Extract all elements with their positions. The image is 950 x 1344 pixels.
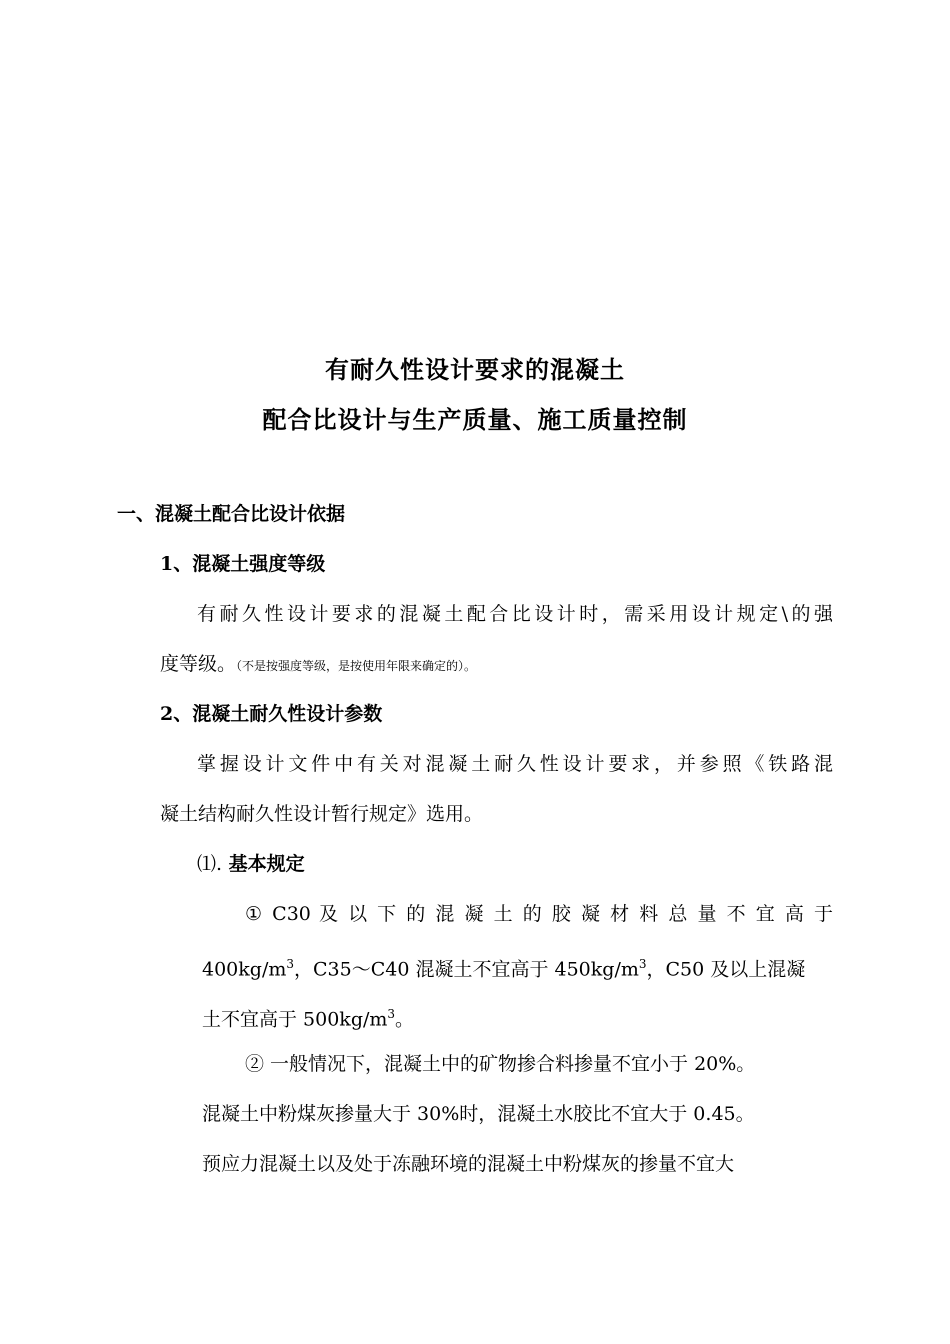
- point-1-line-3-b: 。: [395, 1008, 415, 1031]
- point-1-line-2-c: ，C50 及以上混凝: [646, 958, 806, 981]
- point-2-line-1: ② 一般情况下，混凝土中的矿物掺合料掺量不宜小于 20%。: [245, 1053, 756, 1075]
- document-title: [0, 345, 950, 445]
- point-1-line-2-a: 400kg/m: [202, 958, 287, 981]
- paragraph-1-line-2-text: 度等级。: [160, 653, 237, 675]
- subsection-heading-2: 2、混凝土耐久性设计参数: [160, 703, 383, 725]
- point-1-line-3: [202, 996, 414, 1037]
- paragraph-2-line-1: 掌握设计文件中有关对混凝土耐久性设计要求，并参照《铁路混: [197, 753, 833, 775]
- title-line-2: 配合比设计与生产质量、施工质量控制: [262, 406, 688, 434]
- superscript-3: 3: [286, 957, 294, 971]
- item-heading-1: [197, 846, 305, 882]
- point-2-line-3: 预应力混凝土以及处于冻融环境的混凝土中粉煤灰的掺量不宜大: [202, 1153, 735, 1175]
- item-heading-text: 基本规定: [222, 853, 305, 875]
- point-2-line-2: 混凝土中粉煤灰掺量大于 30%时，混凝土水胶比不宜大于 0.45。: [202, 1103, 755, 1125]
- title-line-1: 有耐久性设计要求的混凝土: [325, 356, 625, 384]
- paragraph-1-line-2: [160, 646, 476, 684]
- point-1-line-2: [202, 946, 805, 987]
- section-heading-1: 一、混凝土配合比设计依据: [117, 503, 346, 525]
- superscript-3: 3: [638, 957, 647, 971]
- paragraph-1-line-1: 有耐久性设计要求的混凝土配合比设计时，需采用设计规定\的强: [197, 603, 833, 625]
- point-1-line-3-a: 土不宜高于 500kg/m: [202, 1008, 388, 1031]
- subsection-heading-1: 1、混凝土强度等级: [160, 553, 326, 575]
- point-1-line-1: ① C30 及 以 下 的 混 凝 土 的 胶 凝 材 料 总 量 不 宜 高 于: [245, 903, 833, 925]
- paragraph-1-note: （不是按强度等级，是按使用年限来确定的）。: [236, 659, 477, 673]
- paragraph-2-line-2: 凝土结构耐久性设计暂行规定》选用。: [160, 803, 484, 825]
- item-marker: ⑴.: [197, 853, 223, 875]
- superscript-3: 3: [387, 1007, 396, 1021]
- point-1-line-2-b: ，C35～C40 混凝土不宜高于 450kg/m: [294, 958, 639, 981]
